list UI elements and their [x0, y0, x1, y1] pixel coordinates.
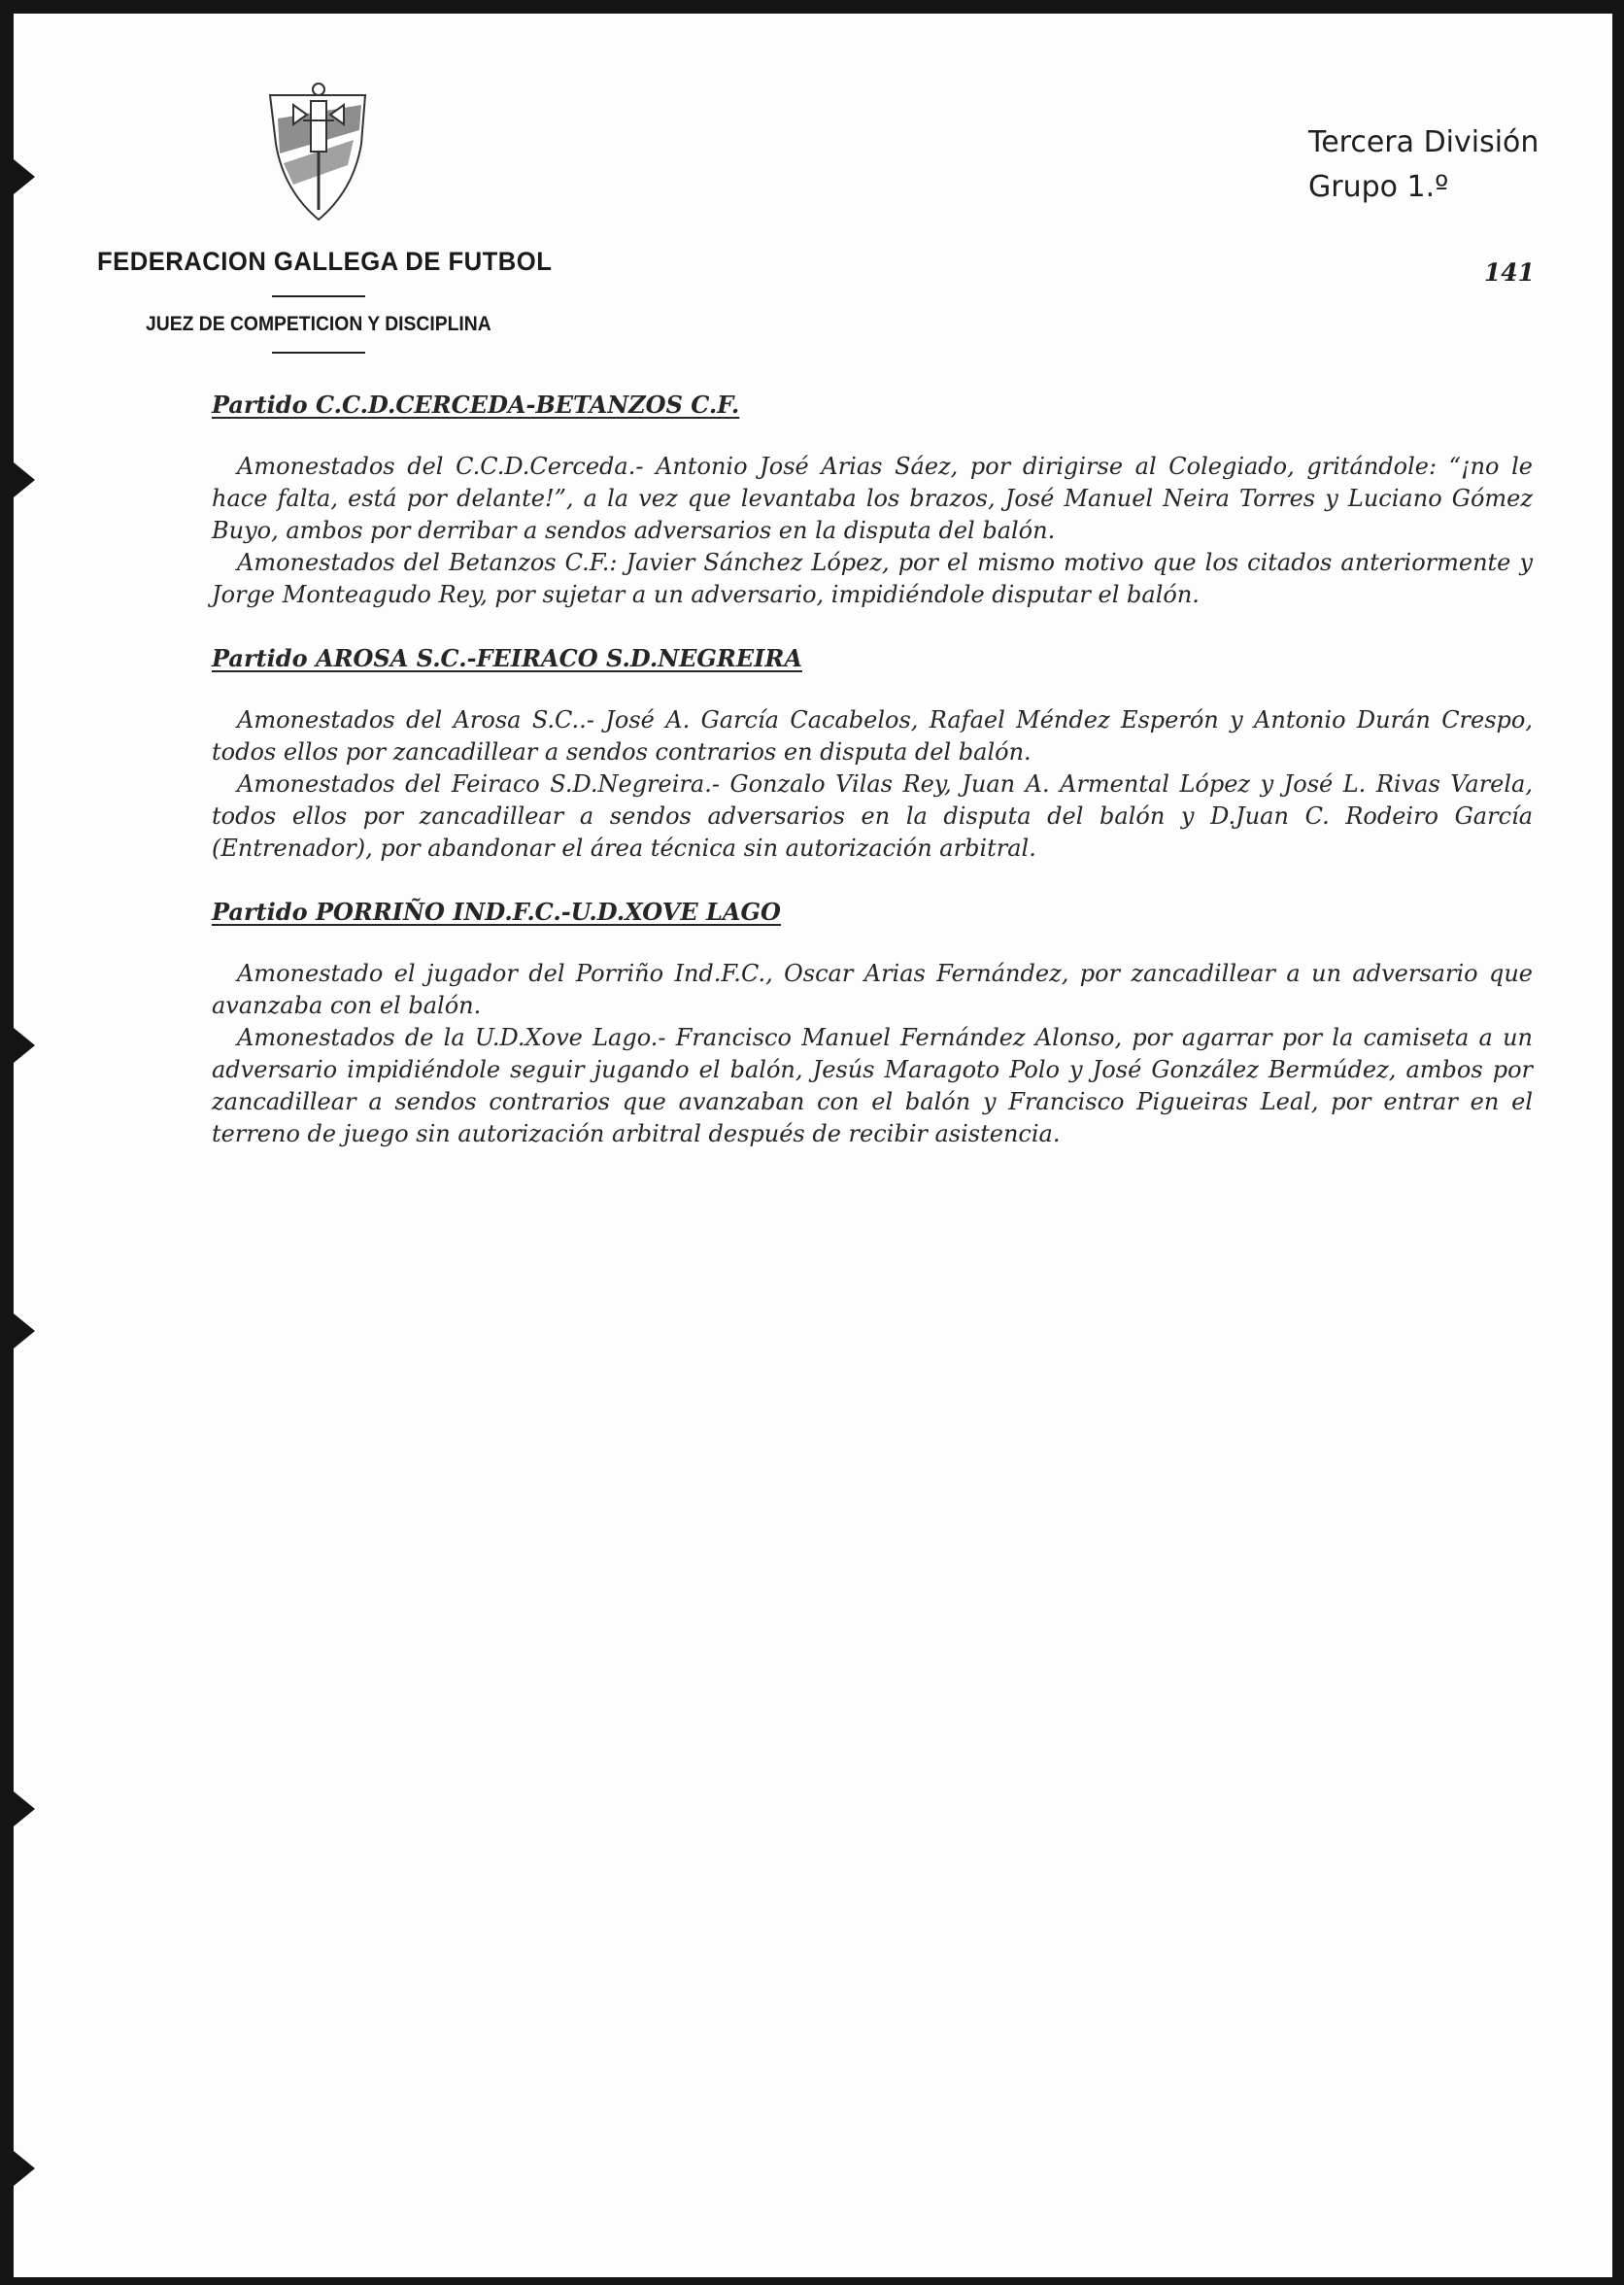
sanction-paragraph: Amonestados del C.C.D.Cerceda.- Antonio José Arias Sáez, por dirigirse al Colegiado, gritándole: “¡no le hace falta, está por delante!”, a la vez que levantaba los brazos, José Manuel Neira Torres y Luciano Gómez Buyo, ambos por derribar a sendos adversarios en la disputa del balón.	[212, 453, 1533, 544]
binding-notch	[14, 1313, 35, 1348]
committee-name: JUEZ DE COMPETICION Y DISCIPLINA	[146, 313, 491, 335]
page-number: 141	[1483, 258, 1535, 287]
document-body	[212, 389, 1533, 1181]
federation-name: FEDERACION GALLEGA DE FUTBOL	[97, 247, 553, 276]
match-title: Partido PORRIÑO IND.F.C.-U.D.XOVE LAGO	[212, 898, 781, 926]
federation-crest-icon	[264, 76, 373, 222]
sanction-paragraph: Amonestados del Betanzos C.F.: Javier Sánchez López, por el mismo motivo que los citados anteriormente y Jorge Monteagudo Rey, por sujetar a un adversario, impidiéndole disputar el balón.	[212, 549, 1533, 608]
match-title: Partido AROSA S.C.-FEIRACO S.D.NEGREIRA	[212, 644, 802, 672]
binding-notch	[14, 1791, 35, 1826]
division-name: Tercera División	[1308, 125, 1539, 159]
match-section	[212, 642, 1533, 865]
group-name: Grupo 1.º	[1308, 170, 1449, 204]
binding-notch	[14, 159, 35, 194]
divider	[272, 352, 365, 354]
sanction-paragraph: Amonestados del Arosa S.C..- José A. García Cacabelos, Rafael Méndez Esperón y Antonio Durán Crespo, todos ellos por zancadillear a sendos contrarios en disputa del balón.	[212, 706, 1533, 766]
binding-notch	[14, 2151, 35, 2186]
divider	[272, 295, 365, 297]
binding-notch	[14, 462, 35, 497]
sanction-paragraph: Amonestado el jugador del Porriño Ind.F.C., Oscar Arias Fernández, por zancadillear a un adversario que avanzaba con el balón.	[212, 960, 1533, 1019]
sanction-paragraph: Amonestados de la U.D.Xove Lago.- Francisco Manuel Fernández Alonso, por agarrar por la camiseta a un adversario impidiéndole seguir jugando el balón, Jesús Maragoto Polo y José González Bermúdez, ambos por zancadillear a sendos contrarios que avanzaban con el balón y Francisco Pigueiras Leal, por entrar en el terreno de juego sin autorización arbitral después de recibir asistencia.	[212, 1024, 1533, 1147]
sanction-paragraph: Amonestados del Feiraco S.D.Negreira.- Gonzalo Vilas Rey, Juan A. Armental López y José L. Rivas Varela, todos ellos por zancadillear a sendos adversarios en la disputa del balón y D.Juan C. Rodeiro García (Entrenador), por abandonar el área técnica sin autorización arbitral.	[212, 770, 1533, 862]
division-info	[1308, 120, 1561, 210]
match-section	[212, 896, 1533, 1150]
match-title: Partido C.C.D.CERCEDA-BETANZOS C.F.	[212, 391, 740, 419]
match-section	[212, 389, 1533, 611]
binding-notch	[14, 1028, 35, 1063]
